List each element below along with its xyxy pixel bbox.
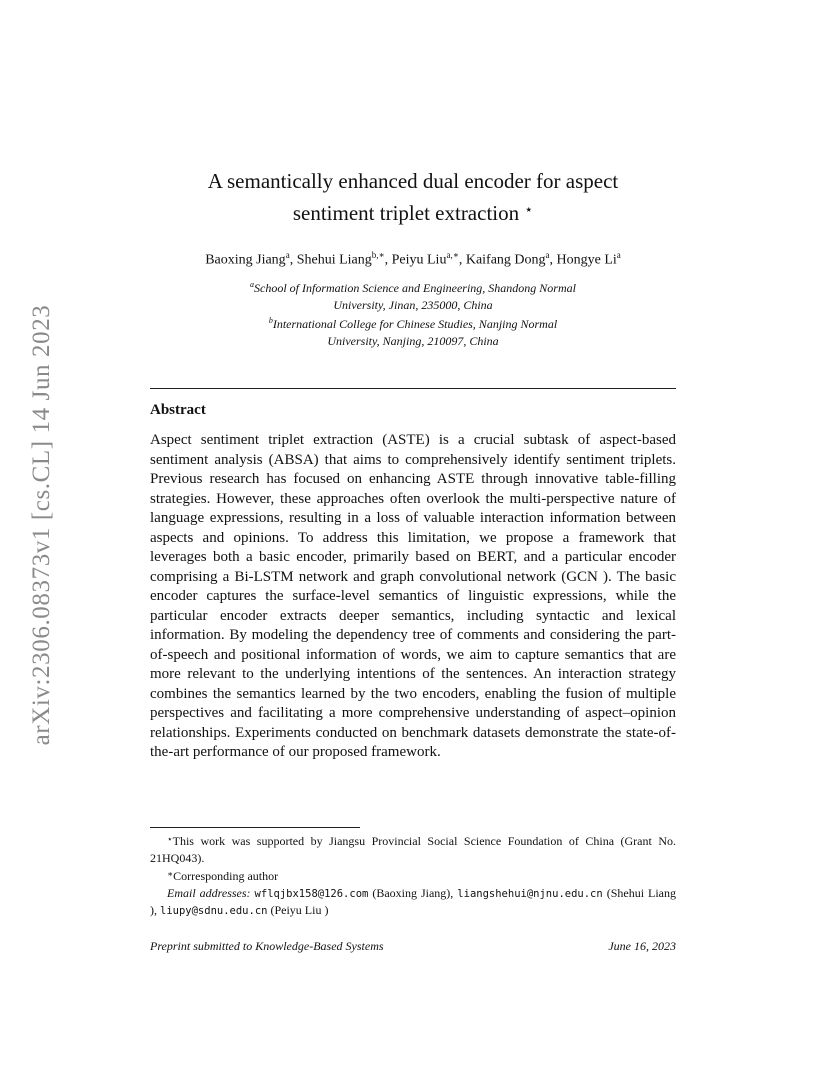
affiliation-text: School of Information Science and Engineering, Shandong Normal [254,281,576,295]
footnote-rule [150,827,360,828]
affiliations [150,277,676,349]
email-link[interactable]: wflqjbx158@126.com [254,887,369,900]
email-link[interactable]: liupy@sdnu.edu.cn [160,905,268,917]
email-owner: (Shehui Liang ), [150,885,677,917]
preprint-footer [150,939,676,954]
affiliation-mark: b [268,316,273,325]
email-link[interactable]: liangshehui@njnu.edu.cn [457,887,603,900]
paper-title [150,167,676,228]
email-label: Email addresses: [167,885,251,900]
title-line-1: A semantically enhanced dual encoder for aspect [207,169,619,193]
author-separator: , [549,252,557,268]
abstract-top-rule [150,388,676,389]
author-name: Peiyu Liu [391,252,447,268]
abstract-body: Aspect sentiment triplet extraction (ASTE) is a crucial subtask of aspect-based sentiment analysis (ABSA) that aims to comprehensively identify sentiment triplets. Previous research has focused on enhancing ASTE through innovative table-filling strategies. However, these approaches often overlook the multi-perspective nature of language expressions, resulting in a loss of valuable interaction information between aspects and opinions. To address this limitation, we propose a framework that leverages both a basic encoder, primarily based on BERT, and a particular encoder comprising a Bi-LSTM network and graph convolutional network (GCN ). The basic encoder captures the surface-level semantics of linguistic expressions, while the particular encoder extracts deeper semantics, including syntactic and lexical information. By modeling the dependency tree of comments and considering the part-of-speech and positional information of words, we aim to capture semantics that are more relevant to the underlying intentions of the sentences. An interaction strategy combines the semantics learned by the two encoders, enabling the fusion of multiple perspectives and facilitating a more comprehensive understanding of aspect–opinion relationships. Experiments conducted on benchmark datasets demonstrate the state-of-the-art performance of our proposed framework. [150,432,676,760]
email-owner: (Peiyu Liu ) [267,903,329,917]
preprint-date: June 16, 2023 [608,939,676,953]
author-name: Shehui Liang [296,252,372,268]
author-name: Hongye Li [556,252,617,268]
affiliation-b-line-2: University, Nanjing, 210097, China [327,333,499,348]
funding-footnote [150,831,676,866]
affiliation-mark: a [250,280,255,289]
corresponding-footnote [150,866,676,885]
title-line-2 [150,196,676,228]
author-affiliation-mark: a [616,250,621,260]
affiliation-text: International College for Chinese Studies, Nanjing Normal [272,317,558,331]
footnote-star-mark: ⋆ [167,834,173,844]
author-affiliation-mark: a [545,250,550,260]
footnote-corr-mark: ∗ [167,869,174,879]
footnotes [150,831,676,920]
author-name: Kaifang Dong [465,252,546,268]
corresponding-text: Corresponding author [173,869,279,883]
author-affiliation-mark: a,∗ [446,250,459,260]
author-name: Baoxing Jiang [205,252,286,268]
author-separator: , [289,252,297,268]
author-separator: , [384,252,392,268]
affiliation-b-line-1 [150,313,676,333]
email-footnote [150,885,676,920]
affiliation-a-line-2: University, Jinan, 235000, China [333,297,493,312]
affiliation-a-line-1 [150,277,676,297]
title-footnote-marker: ⋆ [524,203,534,218]
title-line-2-text: sentiment triplet extraction [292,201,520,225]
arxiv-identifier-stamp: arXiv:2306.08373v1 [cs.CL] 14 Jun 2023 [28,304,55,746]
email-owner: (Baoxing Jiang), [368,885,458,900]
author-separator: , [458,252,466,268]
author-affiliation-mark: a [285,250,290,260]
author-affiliation-mark: b,∗ [371,250,385,260]
funding-text: This work was supported by Jiangsu Provincial Social Science Foundation of China (Grant No. 21HQ043). [150,834,676,865]
preprint-venue: Preprint submitted to Knowledge-Based Systems [150,939,384,953]
abstract-heading: Abstract [150,402,206,418]
author-list [130,245,696,271]
